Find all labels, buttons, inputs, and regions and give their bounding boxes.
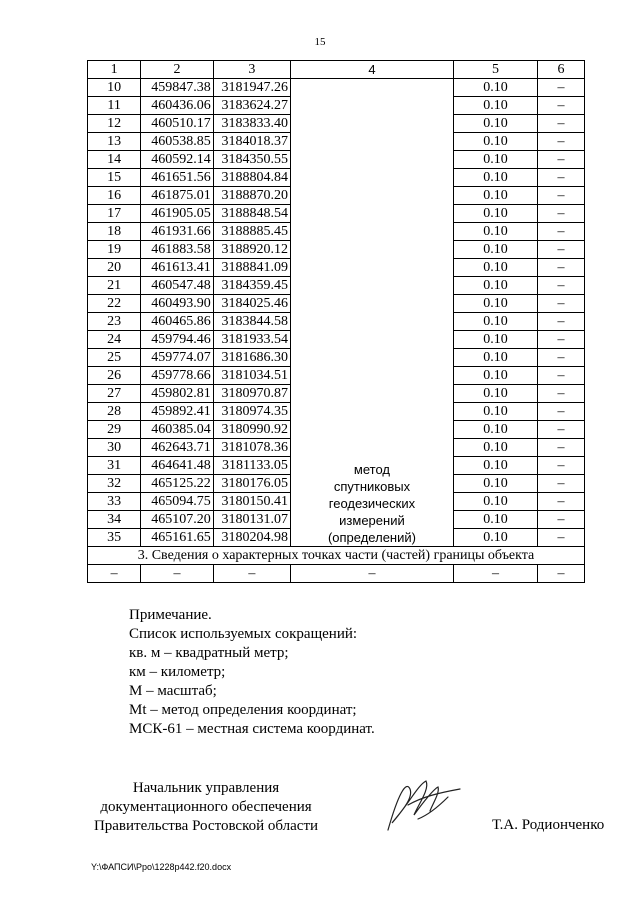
- point-number: 17: [88, 205, 141, 223]
- notes-block: [129, 606, 375, 739]
- coord-y: 3180150.41: [213, 493, 290, 511]
- dash-row: [88, 565, 585, 583]
- note-line: кв. м – квадратный метр;: [129, 645, 289, 661]
- coord-y: 3181686.30: [213, 349, 290, 367]
- dash-cell: –: [213, 565, 290, 583]
- point-number: 26: [88, 367, 141, 385]
- point-description: –: [537, 79, 584, 97]
- column-header: 4: [290, 61, 453, 79]
- point-description: –: [537, 97, 584, 115]
- coord-y: 3184025.46: [213, 295, 290, 313]
- accuracy: 0.10: [453, 349, 537, 367]
- signature-position: [91, 779, 321, 836]
- coord-x: 460465.86: [141, 313, 213, 331]
- point-number: 10: [88, 79, 141, 97]
- coord-y: 3180204.98: [213, 529, 290, 547]
- point-number: 13: [88, 133, 141, 151]
- point-description: –: [537, 403, 584, 421]
- column-header: 1: [88, 61, 141, 79]
- coord-y: 3188870.20: [213, 187, 290, 205]
- dash-cell: –: [141, 565, 213, 583]
- column-header: 6: [537, 61, 584, 79]
- section-row: [88, 547, 585, 565]
- point-number: 18: [88, 223, 141, 241]
- point-description: –: [537, 421, 584, 439]
- coord-y: 3188920.12: [213, 241, 290, 259]
- coord-x: 464641.48: [141, 457, 213, 475]
- method-cell: [290, 79, 453, 547]
- coord-x: 461931.66: [141, 223, 213, 241]
- method-line: метод: [353, 462, 390, 477]
- accuracy: 0.10: [453, 205, 537, 223]
- coord-y: 3181933.54: [213, 331, 290, 349]
- coord-y: 3181133.05: [213, 457, 290, 475]
- column-header: 3: [213, 61, 290, 79]
- dash-cell: –: [88, 565, 141, 583]
- coord-y: 3180970.87: [213, 385, 290, 403]
- accuracy: 0.10: [453, 421, 537, 439]
- point-description: –: [537, 385, 584, 403]
- accuracy: 0.10: [453, 115, 537, 133]
- dash-cell: –: [290, 565, 453, 583]
- accuracy: 0.10: [453, 241, 537, 259]
- coord-x: 462643.71: [141, 439, 213, 457]
- point-description: –: [537, 277, 584, 295]
- accuracy: 0.10: [453, 529, 537, 547]
- coord-y: 3184359.45: [213, 277, 290, 295]
- note-line: М – масштаб;: [129, 683, 217, 699]
- point-number: 29: [88, 421, 141, 439]
- point-description: –: [537, 529, 584, 547]
- coord-x: 459794.46: [141, 331, 213, 349]
- accuracy: 0.10: [453, 259, 537, 277]
- coord-x: 465107.20: [141, 511, 213, 529]
- point-description: –: [537, 205, 584, 223]
- coord-x: 461905.05: [141, 205, 213, 223]
- coord-x: 460510.17: [141, 115, 213, 133]
- coord-y: 3180974.35: [213, 403, 290, 421]
- accuracy: 0.10: [453, 79, 537, 97]
- point-description: –: [537, 313, 584, 331]
- point-number: 21: [88, 277, 141, 295]
- point-number: 25: [88, 349, 141, 367]
- coord-y: 3188848.54: [213, 205, 290, 223]
- accuracy: 0.10: [453, 511, 537, 529]
- point-description: –: [537, 511, 584, 529]
- method-line: (определений): [327, 530, 416, 545]
- point-description: –: [537, 367, 584, 385]
- coord-x: 459802.81: [141, 385, 213, 403]
- point-number: 15: [88, 169, 141, 187]
- accuracy: 0.10: [453, 331, 537, 349]
- point-description: –: [537, 457, 584, 475]
- method-line: спутниковых: [333, 479, 411, 494]
- coord-y: 3180131.07: [213, 511, 290, 529]
- point-number: 27: [88, 385, 141, 403]
- coord-y: 3180990.92: [213, 421, 290, 439]
- coord-x: 461875.01: [141, 187, 213, 205]
- point-description: –: [537, 133, 584, 151]
- accuracy: 0.10: [453, 169, 537, 187]
- coord-x: 460547.48: [141, 277, 213, 295]
- accuracy: 0.10: [453, 457, 537, 475]
- coord-y: 3181078.36: [213, 439, 290, 457]
- point-number: 33: [88, 493, 141, 511]
- coord-y: 3183833.40: [213, 115, 290, 133]
- coord-x: 460436.06: [141, 97, 213, 115]
- coord-y: 3188841.09: [213, 259, 290, 277]
- accuracy: 0.10: [453, 367, 537, 385]
- coord-y: 3180176.05: [213, 475, 290, 493]
- point-description: –: [537, 331, 584, 349]
- point-number: 19: [88, 241, 141, 259]
- method-line: измерений: [339, 513, 405, 528]
- point-number: 24: [88, 331, 141, 349]
- coord-y: 3181034.51: [213, 367, 290, 385]
- note-line: км – километр;: [129, 664, 226, 680]
- point-description: –: [537, 295, 584, 313]
- point-description: –: [537, 259, 584, 277]
- point-number: 32: [88, 475, 141, 493]
- point-number: 11: [88, 97, 141, 115]
- handwritten-signature-icon: [378, 775, 468, 835]
- accuracy: 0.10: [453, 385, 537, 403]
- section-title: 3. Сведения о характерных точках части (частей) границы объекта: [88, 547, 585, 565]
- coord-y: 3188885.45: [213, 223, 290, 241]
- point-description: –: [537, 115, 584, 133]
- point-number: 22: [88, 295, 141, 313]
- accuracy: 0.10: [453, 439, 537, 457]
- accuracy: 0.10: [453, 313, 537, 331]
- accuracy: 0.10: [453, 187, 537, 205]
- coord-x: 459847.38: [141, 79, 213, 97]
- accuracy: 0.10: [453, 97, 537, 115]
- accuracy: 0.10: [453, 223, 537, 241]
- point-description: –: [537, 349, 584, 367]
- coord-y: 3183844.58: [213, 313, 290, 331]
- coord-x: 460493.90: [141, 295, 213, 313]
- note-line: Mt – метод определения координат;: [129, 702, 357, 718]
- position-line-3: Правительства Ростовской области: [93, 818, 319, 834]
- coord-y: 3188804.84: [213, 169, 290, 187]
- coord-y: 3181947.26: [213, 79, 290, 97]
- coord-x: 460385.04: [141, 421, 213, 439]
- column-header: 5: [453, 61, 537, 79]
- point-number: 35: [88, 529, 141, 547]
- accuracy: 0.10: [453, 493, 537, 511]
- page-number: 15: [314, 36, 326, 48]
- coordinates-table: [87, 60, 585, 583]
- coord-x: 459778.66: [141, 367, 213, 385]
- note-line: Примечание.: [129, 607, 212, 623]
- point-number: 31: [88, 457, 141, 475]
- point-number: 28: [88, 403, 141, 421]
- accuracy: 0.10: [453, 403, 537, 421]
- note-line: Список используемых сокращений:: [129, 626, 358, 642]
- coord-x: 465125.22: [141, 475, 213, 493]
- coord-x: 461883.58: [141, 241, 213, 259]
- coord-x: 461613.41: [141, 259, 213, 277]
- coord-x: 459892.41: [141, 403, 213, 421]
- accuracy: 0.10: [453, 295, 537, 313]
- position-line-2: документационного обеспечения: [100, 799, 312, 815]
- point-number: 20: [88, 259, 141, 277]
- accuracy: 0.10: [453, 277, 537, 295]
- point-description: –: [537, 223, 584, 241]
- point-description: –: [537, 187, 584, 205]
- coord-y: 3184350.55: [213, 151, 290, 169]
- coord-x: 465161.65: [141, 529, 213, 547]
- table-row: [88, 79, 585, 97]
- coord-x: 459774.07: [141, 349, 213, 367]
- point-number: 16: [88, 187, 141, 205]
- table-header-row: [88, 61, 585, 79]
- column-header: 2: [141, 61, 213, 79]
- dash-cell: –: [537, 565, 584, 583]
- signatory-name: Т.А. Родионченко: [492, 817, 605, 833]
- point-description: –: [537, 169, 584, 187]
- coord-y: 3183624.27: [213, 97, 290, 115]
- point-description: –: [537, 151, 584, 169]
- accuracy: 0.10: [453, 151, 537, 169]
- coord-y: 3184018.37: [213, 133, 290, 151]
- method-line: геодезических: [328, 496, 416, 511]
- point-number: 23: [88, 313, 141, 331]
- note-line: МСК-61 – местная система координат.: [129, 721, 375, 737]
- point-description: –: [537, 439, 584, 457]
- accuracy: 0.10: [453, 133, 537, 151]
- coord-x: 461651.56: [141, 169, 213, 187]
- point-number: 12: [88, 115, 141, 133]
- position-line-1: Начальник управления: [132, 780, 280, 796]
- file-path: Y:\ФАПСИ\Рро\1228р442.f20.docx: [91, 862, 232, 872]
- point-number: 34: [88, 511, 141, 529]
- point-description: –: [537, 493, 584, 511]
- dash-cell: –: [453, 565, 537, 583]
- coord-x: 460538.85: [141, 133, 213, 151]
- coord-x: 465094.75: [141, 493, 213, 511]
- point-number: 30: [88, 439, 141, 457]
- point-description: –: [537, 475, 584, 493]
- point-description: –: [537, 241, 584, 259]
- coord-x: 460592.14: [141, 151, 213, 169]
- point-number: 14: [88, 151, 141, 169]
- accuracy: 0.10: [453, 475, 537, 493]
